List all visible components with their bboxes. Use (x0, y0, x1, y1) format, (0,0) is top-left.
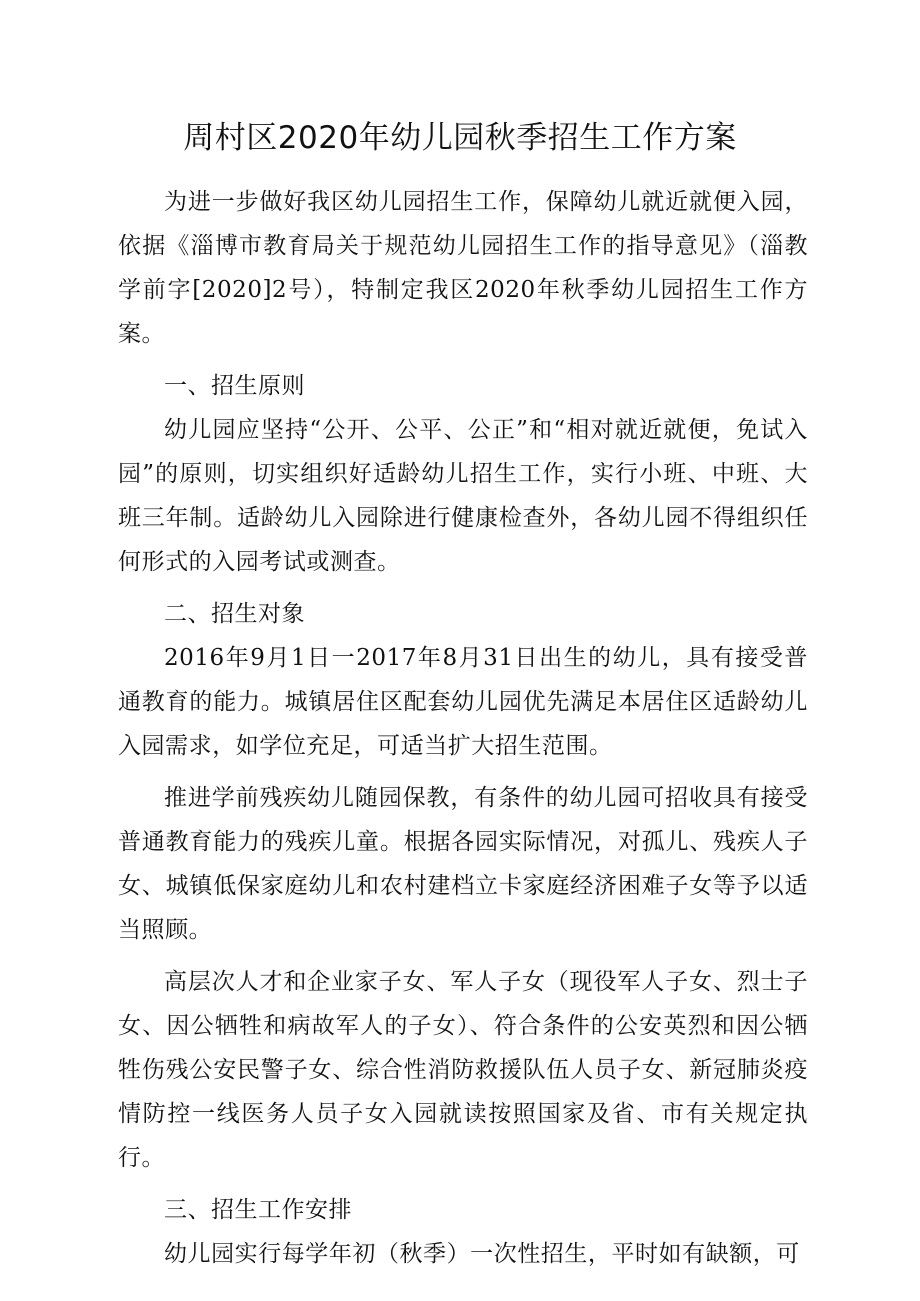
document-body (118, 180, 808, 1276)
document-title: 周村区2020年幼儿园秋季招生工作方案 (183, 120, 737, 156)
principles-paragraph: 幼儿园应坚持“公开、公平、公正”和“相对就近就便，免试入园”的原则，切实组织好适龄幼儿招生工作，实行小班、中班、大班三年制。适龄幼儿入园除进行健康检查外，各幼儿园不得组织任何形式的入园考试或测查。 (118, 417, 808, 575)
arrangements-paragraph: 幼儿园实行每学年初（秋季）一次性招生，平时如有缺额，可 (164, 1241, 800, 1267)
section-heading-targets: 二、招生对象 (164, 601, 305, 627)
targets-paragraph-2: 推进学前残疾幼儿随园保教，有条件的幼儿园可招收具有接受普通教育能力的残疾儿童。根据各园实际情况，对孤儿、残疾人子女、城镇低保家庭幼儿和农村建档立卡家庭经济困难子女等予以适当照顾。 (118, 785, 808, 943)
section-heading-principles: 一、招生原则 (164, 373, 305, 399)
intro-paragraph: 为进一步做好我区幼儿园招生工作，保障幼儿就近就便入园，依据《淄博市教育局关于规范幼儿园招生工作的指导意见》（淄教学前字[2020]2号），特制定我区2020年秋季幼儿园招生工作方案。 (118, 189, 808, 347)
targets-paragraph-3: 高层次人才和企业家子女、军人子女（现役军人子女、烈士子女、因公牺牲和病故军人的子女）、符合条件的公安英烈和因公牺牲伤残公安民警子女、综合性消防救援队伍人员子女、新冠肺炎疫情防控一线医务人员子女入园就读按照国家及省、市有关规定执行。 (118, 969, 808, 1171)
targets-paragraph-1: 2016年9月1日一2017年8月31日出生的幼儿，具有接受普通教育的能力。城镇居住区配套幼儿园优先满足本居住区适龄幼儿入园需求，如学位充足，可适当扩大招生范围。 (118, 645, 808, 759)
section-heading-arrangements: 三、招生工作安排 (164, 1197, 352, 1223)
